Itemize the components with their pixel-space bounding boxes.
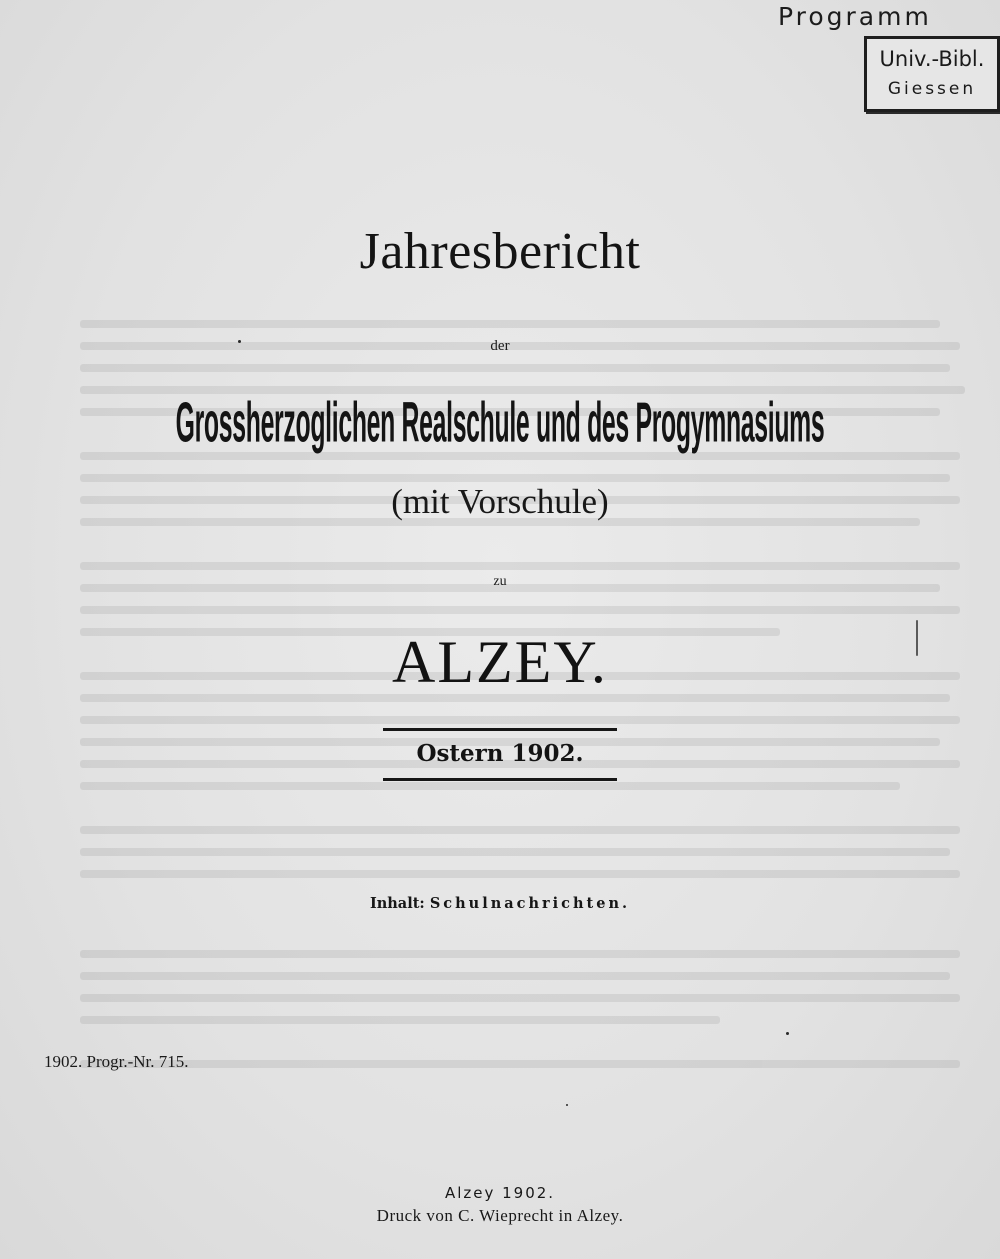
imprint-printer: Druck von C. Wieprecht in Alzey. <box>376 1206 624 1225</box>
program-number: 1902. Progr.-Nr. 715. <box>44 1052 189 1071</box>
library-stamp-city: Giessen <box>887 79 977 99</box>
paper-speck <box>238 340 241 343</box>
institution-name: Grossherzoglichen Realschule und des Progymnasiums <box>175 392 825 455</box>
bleed-through-reverse-text <box>40 150 970 1100</box>
edition-rule-top <box>383 728 617 731</box>
paper-speck <box>786 1032 789 1035</box>
contents-line <box>0 895 1000 912</box>
edition-date: Ostern 1902. <box>416 740 584 767</box>
paper-speck <box>566 1104 568 1106</box>
imprint-city-year: Alzey 1902. <box>444 1184 556 1202</box>
contents-label: Inhalt: <box>369 895 425 912</box>
library-stamp <box>864 36 1000 112</box>
preposition-zu: zu <box>493 574 507 589</box>
contents-value: Schulnachrichten. <box>429 895 631 912</box>
institution-subtitle: (mit Vorschule) <box>391 482 609 521</box>
city-name: ALZEY. <box>392 629 608 695</box>
edition-rule-bottom <box>383 778 617 781</box>
article-der: der <box>490 338 510 354</box>
paper-mark <box>916 620 918 656</box>
library-stamp-name: Univ.-Bibl. <box>879 47 985 71</box>
programm-stamp-label: Programm <box>778 2 932 31</box>
report-title: Jahresbericht <box>359 223 641 280</box>
